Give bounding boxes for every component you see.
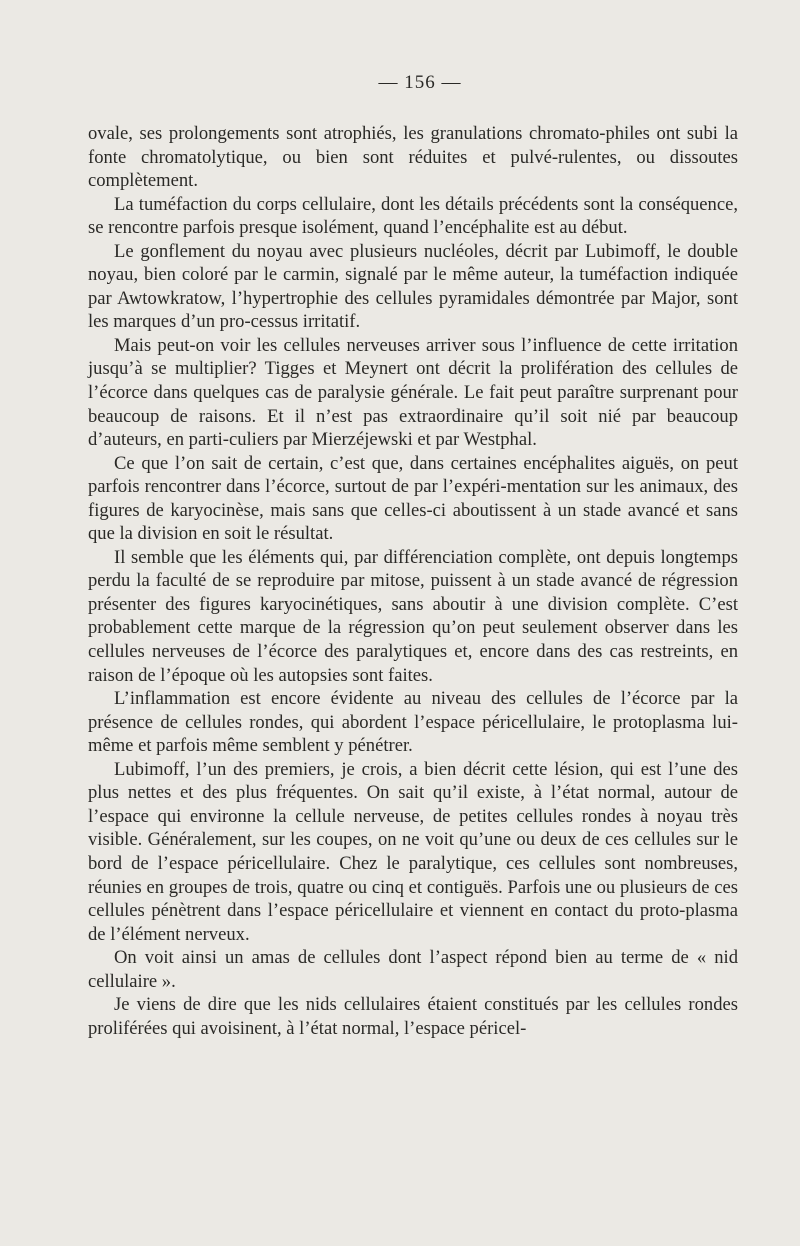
paragraph: Ce que l’on sait de certain, c’est que, dans certaines encéphalites aiguës, on peut parfois rencontrer dans l’écorce, surtout de par l’expéri-mentation sur les animaux, des figures de karyocinèse, mais sans que celles-ci aboutissent à un stade avancé et sans que la division en soit le résultat. <box>88 452 738 545</box>
paragraph: Mais peut-on voir les cellules nerveuses arriver sous l’influence de cette irritation jusqu’à se multiplier? Tigges et Meynert ont décrit la prolifération des cellules de l’écorce dans quelques cas de paralysie générale. Le fait peut paraître surprenant pour beaucoup de raisons. Et il n’est pas extraordinaire qu’il soit nié par beaucoup d’auteurs, en parti-culiers par Mierzéjewski et par Westphal. <box>88 334 738 451</box>
paragraph: ovale, ses prolongements sont atrophiés, les granulations chromato-philes ont subi la fonte chromatolytique, ou bien sont réduites et pulvé-rulentes, ou dissoutes complètement. <box>88 123 738 192</box>
page-number: — 156 — <box>378 72 462 93</box>
body-text <box>88 122 738 1040</box>
paragraph: Il semble que les éléments qui, par différenciation complète, ont depuis longtemps perdu la faculté de se reproduire par mitose, puissent à un stade avancé de régression présenter des figures karyocinétiques, sans aboutir à une division complète. C’est probablement cette marque de la régression qu’on peut seulement observer dans les cellules nerveuses de l’écorce des paralytiques et, encore dans des cas restreints, en raison de l’époque où les autopsies sont faites. <box>88 546 738 686</box>
paragraph: L’inflammation est encore évidente au niveau des cellules de l’écorce par la présence de cellules rondes, qui abordent l’espace péricellulaire, le protoplasma lui-même et parfois même semblent y pénétrer. <box>88 688 738 757</box>
paragraph: Je viens de dire que les nids cellulaires étaient constitués par les cellules rondes proliférées qui avoisinent, à l’état normal, l’espace péricel- <box>88 994 738 1039</box>
paragraph: Lubimoff, l’un des premiers, je crois, a bien décrit cette lésion, qui est l’une des plus nettes et des plus fréquentes. On sait qu’il existe, à l’état normal, autour de l’espace qui environne la cellule nerveuse, de petites cellules rondes à noyau très visible. Généralement, sur les coupes, on ne voit qu’une ou deux de ces cellules sur le bord de l’espace péricellulaire. Chez le paralytique, ces cellules sont nombreuses, réunies en groupes de trois, quatre ou cinq et contiguës. Parfois une ou plusieurs de ces cellules pénètrent dans l’espace péricellulaire et viennent en contact du proto-plasma de l’élément nerveux. <box>88 758 738 945</box>
paragraph: Le gonflement du noyau avec plusieurs nucléoles, décrit par Lubimoff, le double noyau, bien coloré par le carmin, signalé par le même auteur, la tuméfaction indiquée par Awtowkratow, l’hypertrophie des cellules pyramidales démontrée par Major, sont les marques d’un pro-cessus irritatif. <box>88 240 738 333</box>
paragraph: La tuméfaction du corps cellulaire, dont les détails précédents sont la conséquence, se rencontre parfois presque isolément, quand l’encéphalite est au début. <box>88 193 738 239</box>
paragraph: On voit ainsi un amas de cellules dont l’aspect répond bien au terme de « nid cellulaire ». <box>88 947 738 992</box>
